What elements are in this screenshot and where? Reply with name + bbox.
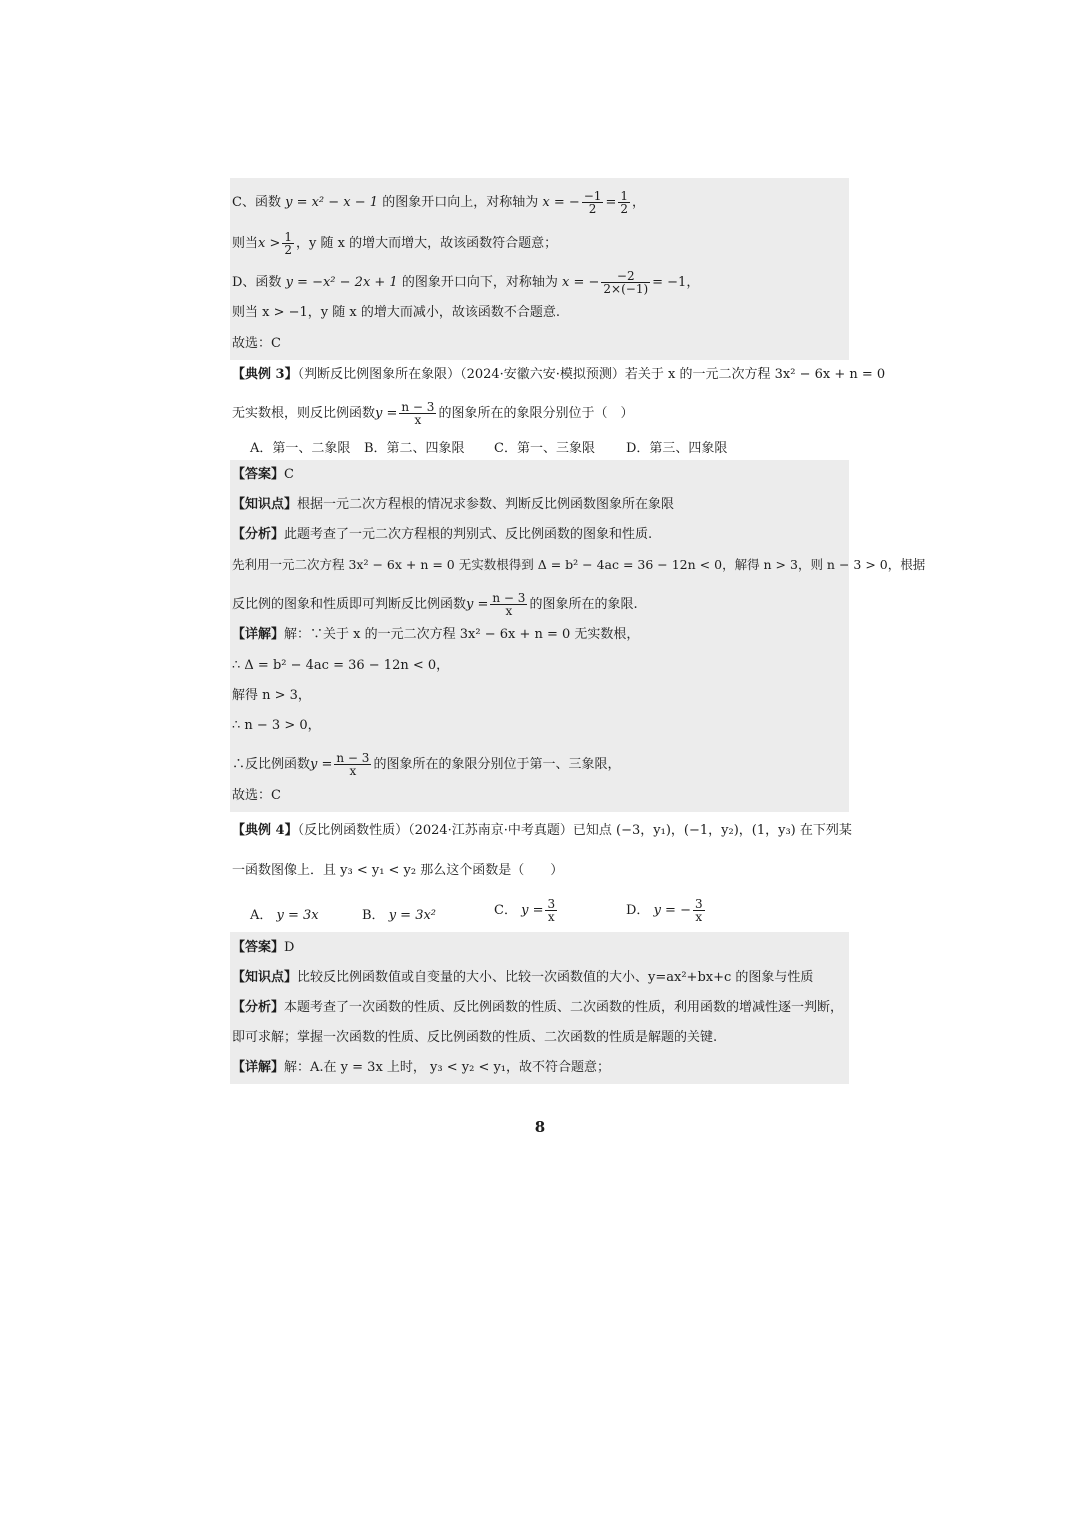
choose-answer-prev: 故选：C: [232, 336, 281, 351]
example-3-knowledge-point: 【知识点】根据一元二次方程根的情况求参数、判断反比例函数图象所在象限: [232, 497, 675, 512]
example-3-step-1: ∴ Δ = b² − 4ac = 36 − 12n < 0，: [232, 658, 450, 673]
fraction: $\frac{1}{2}$: [284, 230, 293, 257]
example-4-detail: 【详解】解：A.在 y = 3x 上时， y₃ < y₂ < y₁，故不符合题意；: [232, 1060, 611, 1075]
example-4-analysis: 【分析】本题考查了一次函数的性质、反比例函数的性质、二次函数的性质，利用函数的增减性逐一判断，: [232, 1000, 844, 1015]
option-c-analysis-line1: C、函数 y = x² − x − 1 的图象开口向上，对称轴为 x = − $\frac{-1}{2}$ = $\frac{1}{2}$ ，: [232, 189, 646, 216]
option-b: B． y = 3x²: [362, 908, 437, 923]
fraction: $\frac{-1}{2}$: [583, 189, 602, 216]
example-3-analysis-line3: 反比例的图象和性质即可判断反比例函数y = $\frac{n - 3}{x}$ 的图象所在的象限.: [232, 591, 638, 618]
fraction: $\frac{-2}{2\times(-1)}$: [603, 269, 649, 296]
example-3-question-line1: 【典例 3】（判断反比例图象所在象限）（2024·安徽六安·模拟预测）若关于 x 的一元二次方程 3x² − 6x + n = 0: [232, 367, 886, 382]
example-4-answer: 【答案】D: [232, 940, 295, 955]
fraction: $\frac{n - 3}{x}$: [336, 751, 370, 778]
fraction: $\frac{1}{2}$: [620, 189, 628, 216]
example-3-analysis: 【分析】此题考查了一元二次方程根的判别式、反比例函数的图象和性质.: [232, 527, 653, 542]
example-4-knowledge-point: 【知识点】比较反比例函数值或自变量的大小、比较一次函数值的大小、y=ax²+bx+c 的图象与性质: [232, 970, 814, 985]
option-b: B．第二、四象限: [364, 441, 465, 456]
fraction: $\frac{3}{x}$: [547, 897, 556, 924]
option-d: D． y = − $\frac{3}{x}$: [626, 897, 703, 924]
fraction: $\frac{n - 3}{x}$: [401, 400, 435, 427]
option-c-analysis-line2: 则当x > $\frac{1}{2}$ ，y 随 x 的增大而增大，故该函数符合题意；: [232, 230, 558, 257]
example-3-step-2: 解得 n > 3，: [232, 688, 311, 703]
example-3-choose: 故选：C: [232, 788, 281, 803]
option-a: A． y = 3x: [250, 908, 319, 923]
example-3-question-line2: 无实数根，则反比例函数y = $\frac{n - 3}{x}$ 的图象所在的象限分别位于（ ）: [232, 400, 634, 427]
option-a: A．第一、二象限: [250, 441, 351, 456]
option-d: D．第三、四象限: [626, 441, 728, 456]
option-d-analysis-line1: D、函数 y = −x² − 2x + 1 的图象开口向下，对称轴为 x = − $\frac{-2}{2\times(-1)}$ = −1，: [232, 269, 700, 296]
example-3-analysis-line2: 先利用一元二次方程 3x² − 6x + n = 0 无实数根得到 Δ = b² − 4ac = 36 − 12n < 0，解得 n > 3，则 n − 3 > 0，根据: [232, 557, 926, 572]
page-number: 8: [534, 1118, 546, 1136]
fraction: $\frac{3}{x}$: [694, 897, 703, 924]
example-3-step-4: ∴反比例函数y = $\frac{n - 3}{x}$ 的图象所在的象限分别位于第一、三象限，: [232, 751, 621, 778]
example-3-step-3: ∴ n − 3 > 0，: [232, 718, 321, 733]
fraction: $\frac{n - 3}{x}$: [492, 591, 526, 618]
example-3-answer: 【答案】C: [232, 467, 294, 482]
example-4-question-line2: 一函数图像上．且 y₃ < y₁ < y₂ 那么这个函数是（ ）: [232, 863, 564, 878]
example-4-question-line1: 【典例 4】（反比例函数性质）（2024·江苏南京·中考真题）已知点 (−3，y₁)，(−1，y₂)，(1，y₃) 在下列某: [232, 823, 852, 838]
option-c: C． y = $\frac{3}{x}$: [494, 897, 556, 924]
option-c: C．第一、三象限: [494, 441, 595, 456]
option-d-analysis-line2: 则当 x > −1，y 随 x 的增大而减小，故该函数不合题意.: [232, 305, 560, 320]
example-3-detail: 【详解】解：∵关于 x 的一元二次方程 3x² − 6x + n = 0 无实数根，: [232, 627, 640, 642]
example-4-analysis-line2: 即可求解；掌握一次函数的性质、反比例函数的性质、二次函数的性质是解题的关键.: [232, 1030, 718, 1045]
